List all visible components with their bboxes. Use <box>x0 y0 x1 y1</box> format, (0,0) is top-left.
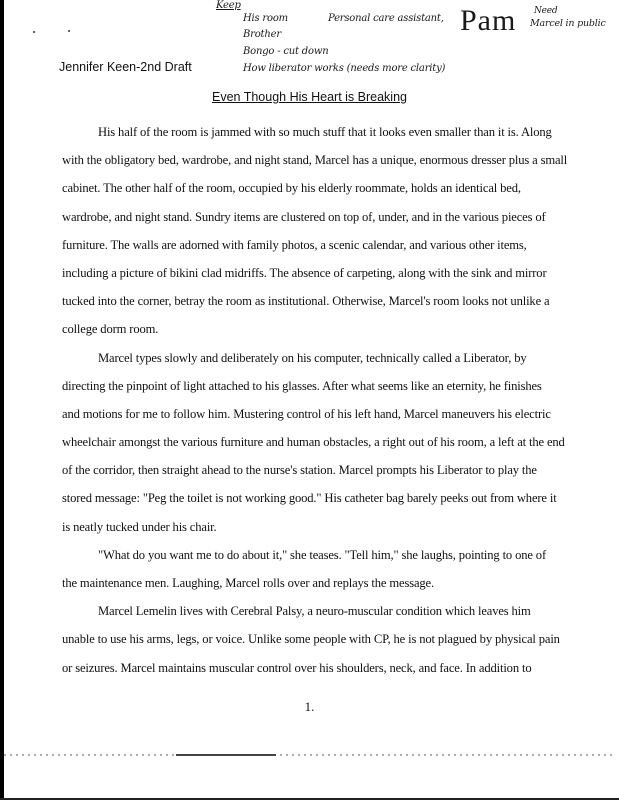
handwritten-personal-care: Personal care assistant, <box>328 13 444 24</box>
handwritten-note-item: His room <box>243 13 288 24</box>
handwritten-note-item: Brother <box>243 29 281 40</box>
scan-speck <box>33 31 35 33</box>
handwritten-need: Need <box>534 6 558 16</box>
paragraph-line: His half of the room is jammed with so much stuff that it looks even smaller than it is. Along <box>98 125 552 139</box>
handwritten-note-item: How liberator works (needs more clarity) <box>243 63 446 74</box>
paragraph-line: furniture. The walls are adorned with family photos, a scenic calendar, and various other items, <box>62 237 527 252</box>
paragraph-line: directing the pinpoint of light attached to his glasses. After what seems like an eternity, he finishes <box>62 378 542 393</box>
paragraph-line: college dorm room. <box>62 322 159 337</box>
paragraph-line: Marcel Lemelin lives with Cerebral Palsy, a neuro-muscular condition which leaves him <box>98 604 531 619</box>
handwritten-pam: Pam <box>460 4 517 37</box>
scan-artifact-line <box>176 754 276 756</box>
paragraph-line: wheelchair amongst the various furniture and human obstacles, a right out of his room, a left at the end <box>62 435 565 450</box>
paragraph-line: Marcel types slowly and deliberately on his computer, technically called a Liberator, by <box>98 350 527 365</box>
paragraph-line: or seizures. Marcel maintains muscular control over his shoulders, neck, and face. In addition to <box>62 660 532 675</box>
paragraph-line: wardrobe, and night stand. Sundry items are clustered on top of, under, and in the various pieces of <box>62 209 546 224</box>
paragraph-line: cabinet. The other half of the room, occupied by his elderly roommate, holds an identical bed, <box>62 181 521 196</box>
paragraph-line: and motions for me to follow him. Mustering control of his left hand, Marcel maneuvers his electric <box>62 406 551 421</box>
document-body <box>62 118 568 682</box>
page-number: 1. <box>304 699 315 714</box>
scan-artifact-line <box>4 754 614 756</box>
handwritten-marcel-in-public: Marcel in public <box>530 18 606 29</box>
paragraph-line: including a picture of bikini clad midriffs. The absence of carpeting, along with the sink and mirror <box>62 265 547 280</box>
paragraph-line: is neatly tucked under his chair. <box>62 519 217 534</box>
paragraph-line: unable to use his arms, legs, or voice. Unlike some people with CP, he is not plagued by physical pain <box>62 632 560 647</box>
document-title: Even Though His Heart is Breaking <box>211 90 407 104</box>
scan-speck <box>68 30 70 32</box>
handwritten-keep: Keep <box>216 0 241 11</box>
paragraph-line: stored message: "Peg the toilet is not working good." His catheter bag barely peeks out from where it <box>62 491 557 506</box>
paragraph-line: with the obligatory bed, wardrobe, and night stand, Marcel has a unique, enormous dresser plus a small <box>62 153 568 168</box>
paragraph-line: the maintenance men. Laughing, Marcel rolls over and replays the message. <box>62 576 434 590</box>
paragraph-line: tucked into the corner, betray the room as institutional. Otherwise, Marcel's room looks not unlike a <box>62 294 550 309</box>
author-draft-line: Jennifer Keen-2nd Draft <box>59 60 192 74</box>
handwritten-note-item: Bongo - cut down <box>243 46 329 57</box>
paragraph-line: "What do you want me to do about it," she teases. "Tell him," she laughs, pointing to one of <box>98 547 546 562</box>
paragraph-line: of the corridor, then straight ahead to the nurse's station. Marcel prompts his Liberator to play the <box>62 463 537 478</box>
scan-left-border <box>0 0 4 800</box>
